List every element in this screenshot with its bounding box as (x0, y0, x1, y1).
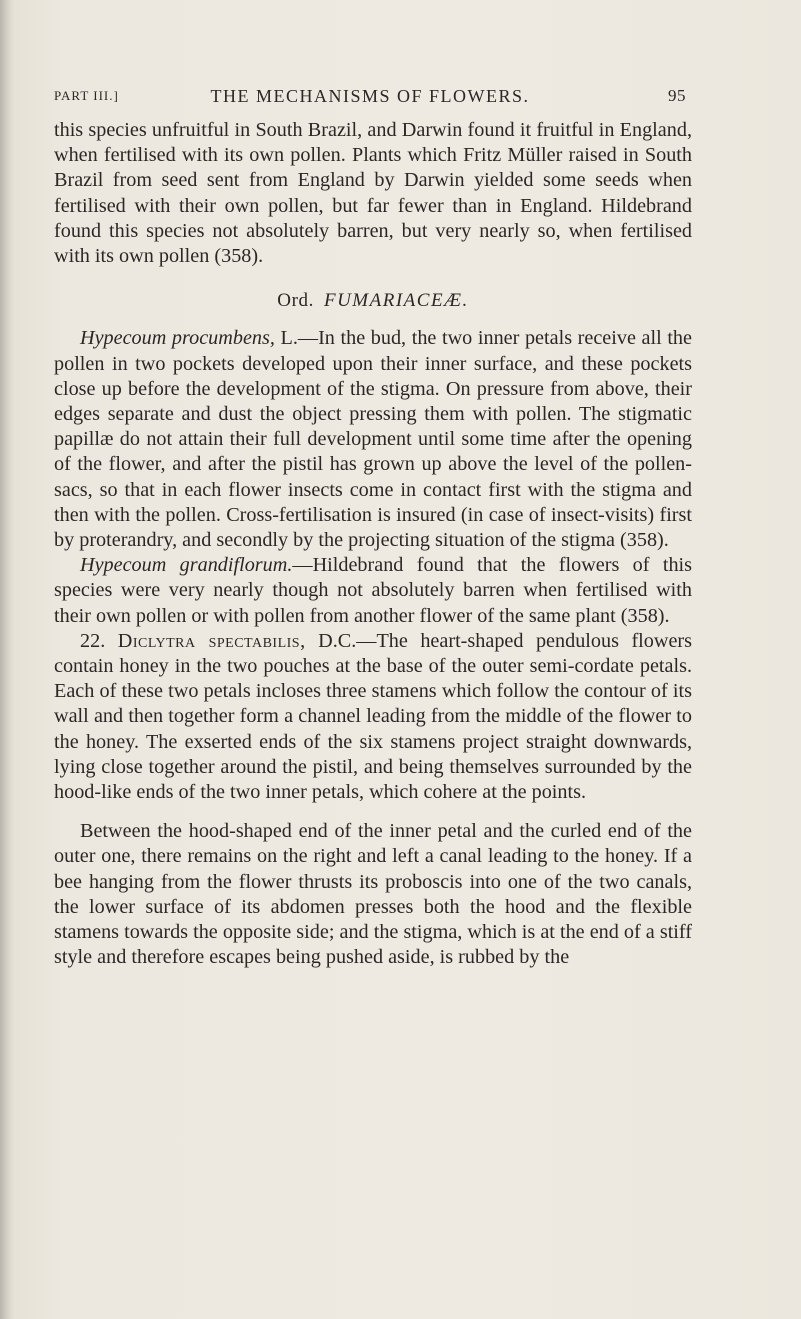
page-number: 95 (668, 86, 686, 105)
paragraph-text: L.—In the bud, the two inner petals receive all the pollen in two pockets developed upon their inner surface, and these pockets close up before the development of the stigma. On pressure from above, their edges separate and dust the object pressing them with pollen. The stigmatic papillæ do not attain their full development until some time after the opening of the flower, and after the pistil has grown up above the level of the pollen-sacs, so that in each flower insects come in contact first with the stigma and then with the pollen. Cross-fertilisation is insured (in case of insect-visits) first by proterandry, and secondly by the projecting situation of the stigma (358). (54, 327, 692, 552)
paragraph-diclytra (54, 629, 692, 805)
order-label: Ord. (277, 290, 314, 312)
family-name: FUMARIACEÆ. (323, 290, 469, 312)
paragraph-bee-mechanism: Between the hood-shaped end of the inner petal and the curled end of the outer one, there remains on the right and left a canal leading to the honey. If a bee hanging from the flower thrusts its proboscis into one of the two canals, the lower surface of its abdomen presses both the hood and the flexible stamens towards the opposite side; and the stigma, which is at the end of a stiff style and therefore escapes being pushed aside, is rubbed by the (54, 820, 692, 969)
page-gutter-shadow (0, 0, 14, 1319)
item-number: 22. (80, 629, 106, 652)
species-name: Diclytra spectabilis, (117, 629, 306, 652)
paragraph-hypecoum-procumbens (54, 326, 692, 553)
species-name: Hypecoum grandiflorum. (80, 554, 293, 577)
part-label: PART III.] (54, 88, 119, 103)
paragraph-continued: this species unfruitful in South Brazil, and Darwin found it fruitful in England, when fertilised with its own pollen. Plants which Fritz Müller raised in South Brazil from seed sent from England by Darwin yielded some seeds when fertilised with their own pollen, but far fewer than in England. Hildebrand found this species not absolutely barren, but very nearly so, when fertilised with its own pollen (358). (54, 119, 692, 268)
running-head (54, 86, 686, 110)
order-heading (54, 288, 692, 313)
chapter-title: THE MECHANISMS OF FLOWERS. (210, 86, 530, 106)
paragraph-text: —Hildebrand found that the flowers of this species were very nearly though not absolutely barren when fertilised with their own pollen or with pollen from another flower of the same plant (358). (54, 554, 692, 627)
paragraph-text: D.C.—The heart-shaped pendulous flowers contain honey in the two pouches at the base of the outer semi-cordate petals. Each of these two petals incloses three stamens which follow the contour of its wall and then together form a channel leading from the middle of the flower to the honey. The exserted ends of the six stamens project straight downwards, lying close together around the pistil, and being themselves surrounded by the hood-like ends of the two inner petals, which cohere at the points. (54, 629, 692, 804)
body-text (54, 118, 692, 971)
species-name: Hypecoum procumbens, (80, 327, 275, 350)
paragraph-hypecoum-grandiflorum (54, 553, 692, 629)
